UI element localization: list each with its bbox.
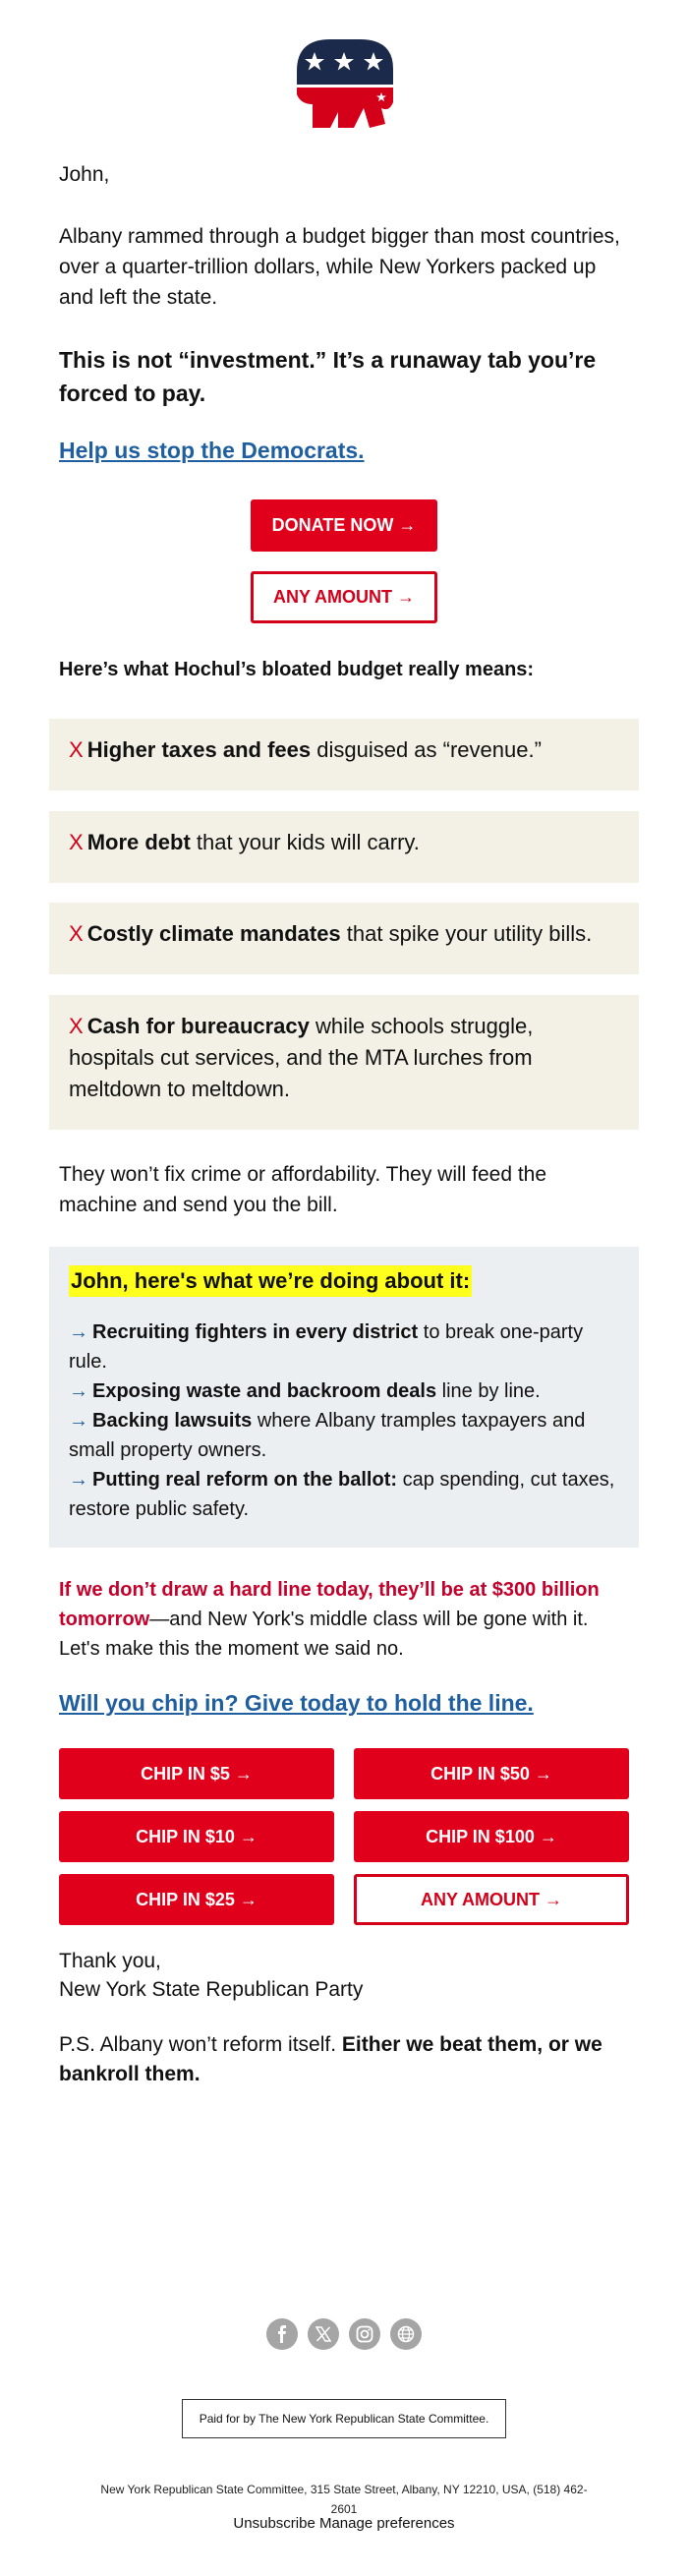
chip-in-25-button[interactable]: CHIP IN $25 →	[59, 1874, 334, 1925]
plan-item-text: cap spending, cut taxes, restore public safety.	[69, 1469, 615, 1520]
budget-list-heading: Here’s what Hochul’s bloated budget really means:	[59, 659, 535, 680]
plan-item	[69, 1465, 619, 1524]
plan-item-bold: Recruiting fighters in every district	[92, 1321, 419, 1343]
ps-text: P.S. Albany won’t reform itself.	[59, 2033, 342, 2056]
help-stop-democrats-link[interactable]: Help us stop the Democrats.	[59, 438, 365, 463]
globe-icon[interactable]	[390, 2318, 422, 2350]
chip-in-5-button[interactable]: CHIP IN $5 →	[59, 1748, 334, 1799]
budget-card	[49, 719, 639, 790]
chip-any-amount-button[interactable]: ANY AMOUNT →	[354, 1874, 629, 1925]
facebook-icon[interactable]	[266, 2318, 298, 2350]
card-text: that your kids will carry.	[190, 830, 420, 854]
plan-item-bold: Putting real reform on the ballot:	[92, 1469, 398, 1491]
after-cards-paragraph: They won’t fix crime or affordability. They will feed the machine and send you the bill.	[59, 1163, 547, 1216]
nygop-elephant-logo	[291, 33, 397, 132]
elephant-logo-icon	[291, 33, 397, 132]
plan-item-bold: Backing lawsuits	[92, 1410, 253, 1432]
plan-item-bold: Exposing waste and backroom deals	[92, 1380, 437, 1402]
card-text: disguised as “revenue.”	[311, 737, 542, 762]
footer-links	[0, 2515, 688, 2532]
headline: This is not “investment.” It’s a runaway tab you’re forced to pay.	[59, 347, 597, 406]
arrow-right-icon: →	[69, 1321, 88, 1343]
arrow-right-icon: →	[69, 1380, 88, 1402]
budget-card	[49, 811, 639, 883]
committee-address: New York Republican State Committee, 315 State Street, Albany, NY 12210, USA, (518) 462-2601	[100, 2483, 588, 2516]
action-plan-box	[49, 1247, 639, 1548]
card-bold: Higher taxes and fees	[86, 737, 312, 762]
x-mark-icon: X	[69, 921, 84, 946]
signoff-org: New York State Republican Party	[59, 1978, 364, 2001]
plan-item	[69, 1376, 619, 1406]
urgent-red-text: If we don’t draw a hard line today, they’ll be at $300 billion tomorrow	[59, 1579, 600, 1630]
x-mark-icon: X	[69, 1014, 84, 1038]
thank-you-text: Thank you,	[59, 1950, 161, 1972]
plan-item	[69, 1406, 619, 1465]
unsubscribe-link[interactable]: Unsubscribe	[233, 2515, 315, 2532]
card-bold: Cash for bureaucracy	[86, 1014, 310, 1038]
plan-item-text: to break one-party rule.	[69, 1321, 584, 1373]
plan-item-text: line by line.	[436, 1380, 541, 1402]
signoff	[59, 1947, 363, 2004]
arrow-right-icon: →	[69, 1410, 88, 1432]
chip-in-10-button[interactable]: CHIP IN $10 →	[59, 1811, 334, 1862]
urgent-paragraph	[59, 1575, 629, 1664]
greeting: John,	[59, 163, 110, 186]
donate-now-button[interactable]: DONATE NOW →	[251, 499, 437, 552]
postscript	[59, 2030, 629, 2089]
urgent-rest-text: —and New York's middle class will be gone with it. Let's make this the moment we said no.	[59, 1609, 589, 1660]
card-text: while schools struggle, hospitals cut services, and the MTA lurches from meltdown to meltdown.	[69, 1014, 534, 1101]
ps-bold: Either we beat them, or we bankroll them.	[59, 2033, 602, 2085]
manage-preferences-link[interactable]: Manage preferences	[318, 2515, 455, 2532]
any-amount-button[interactable]: ANY AMOUNT →	[251, 571, 437, 623]
plan-list	[69, 1317, 619, 1524]
chip-in-100-button[interactable]: CHIP IN $100 →	[354, 1811, 629, 1862]
plan-item	[69, 1317, 619, 1376]
instagram-icon[interactable]	[349, 2318, 380, 2350]
chip-in-50-button[interactable]: CHIP IN $50 →	[354, 1748, 629, 1799]
chip-in-link[interactable]: Will you chip in? Give today to hold the line.	[59, 1690, 534, 1716]
intro-paragraph: Albany rammed through a budget bigger than most countries, over a quarter-trillion dollars, while New Yorkers packed up and left the state.	[59, 225, 620, 309]
card-bold: More debt	[86, 830, 191, 854]
card-bold: Costly climate mandates	[86, 921, 341, 946]
x-icon[interactable]	[308, 2318, 339, 2350]
paid-for-disclaimer: Paid for by The New York Republican State Committee.	[182, 2399, 506, 2438]
x-mark-icon: X	[69, 737, 84, 762]
plan-heading: John, here's what we’re doing about it:	[69, 1265, 472, 1297]
arrow-right-icon: →	[69, 1469, 88, 1491]
budget-card	[49, 995, 639, 1130]
budget-card	[49, 903, 639, 974]
plan-item-text: where Albany tramples taxpayers and small property owners.	[69, 1410, 586, 1461]
x-mark-icon: X	[69, 830, 84, 854]
card-text: that spike your utility bills.	[340, 921, 593, 946]
